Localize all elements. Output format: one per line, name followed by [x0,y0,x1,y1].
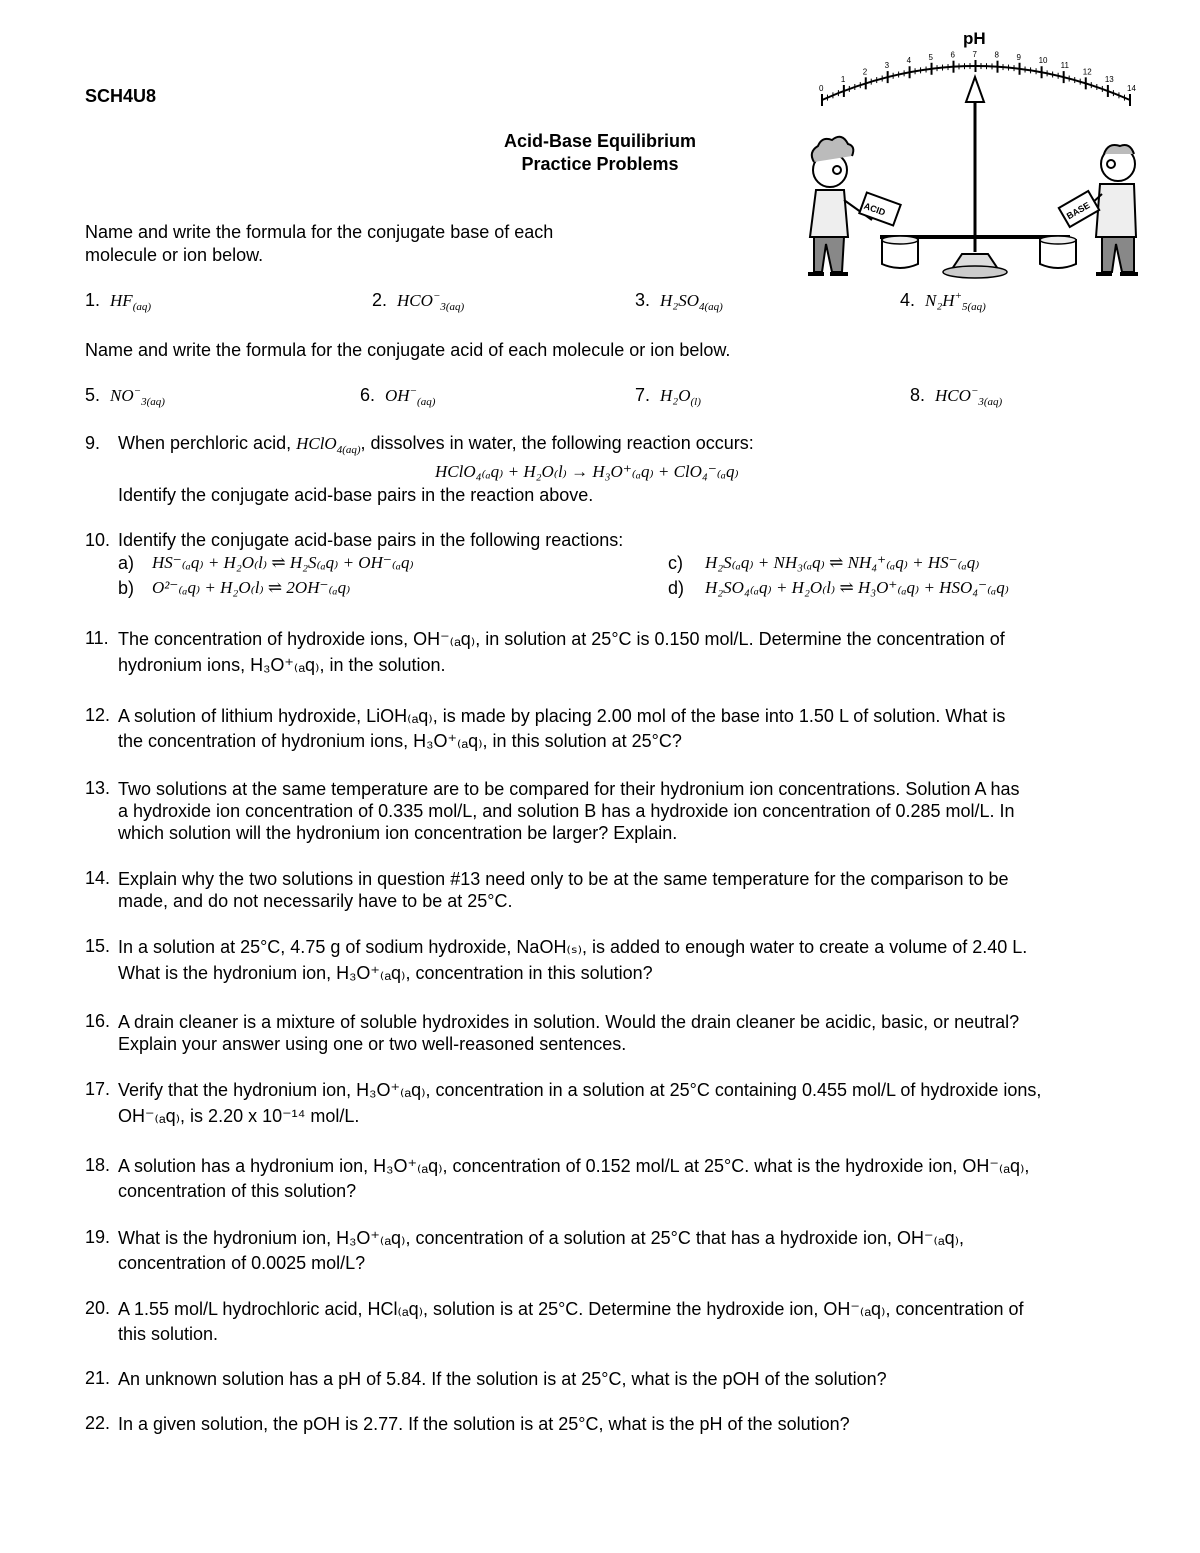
question-4: 4. $N_2H^+_{5(aq)}$ [900,290,986,313]
instruction-conjugate-base: Name and write the formula for the conjugate base of each [85,222,554,242]
ph-scale-label: 9 [1016,52,1021,62]
ph-scale-label: 4 [906,56,912,66]
ph-scale-label: 7 [972,50,977,59]
question-10-number: 10. [85,530,111,550]
question-9-equation: HClO₄₍ₐq₎ + H₂O₍l₎ → H₃O⁺₍ₐq₎ + ClO₄⁻₍ₐq₎ [435,462,739,481]
page-subtitle: Practice Problems [521,154,679,174]
acid-bottle-icon [859,193,900,226]
svg-text:BASE: BASE [1064,200,1092,222]
question-6: 6. $OH^-_{(aq)}$ [360,385,436,408]
question-9-followup: Identify the conjugate acid-base pairs in the reaction above. [118,485,594,505]
reaction-c-label: c) [668,553,683,573]
question-10-text: Identify the conjugate acid-base pairs in the following reactions: [118,530,624,550]
ph-scale-label: 13 [1104,74,1114,84]
question-9-number: 9. [85,433,101,453]
ph-scale-label: 5 [928,52,933,62]
page-title: Acid-Base Equilibrium [503,131,697,151]
reaction-b-label: b) [118,578,135,598]
reaction-b: O²⁻₍ₐq₎ + H₂O₍l₎ ⇌ 2OH⁻₍ₐq₎ [152,578,351,597]
ph-scale-label: 2 [862,67,868,77]
ph-label: pH [963,29,986,48]
ph-scale-label: 0 [819,84,824,93]
ph-scale-label: 11 [1060,61,1069,71]
instruction-conjugate-acid: Name and write the formula for the conjugate acid of each molecule or ion below. [85,340,731,360]
question-1: 1. $HF_{(aq)}$ [85,290,152,313]
reaction-a-label: a) [118,553,135,573]
ph-scale-label: 1 [840,74,846,84]
reaction-d-label: d) [668,578,685,598]
svg-text:ACID: ACID [862,200,887,218]
instruction-conjugate-base-cont: molecule or ion below. [85,245,264,265]
pointer-arrow-icon [966,77,984,102]
ph-scale-label: 8 [994,50,999,60]
question-5: 5. $NO^-_{3(aq)}$ [85,385,165,408]
reaction-d: H₂SO₄₍ₐq₎ + H₂O₍l₎ ⇌ H₃O⁺₍ₐq₎ + HSO₄⁻₍ₐq₎ [705,578,1009,597]
ph-scale-label: 6 [950,50,955,60]
question-9-text: When perchloric acid, HClO$_{4(aq)}$, dissolves in water, the following reaction occurs: [118,433,754,456]
ph-scale-label: 14 [1127,84,1136,93]
course-code: SCH4U8 [85,86,157,106]
question-8: 8. $HCO^-_{3(aq)}$ [910,385,1003,408]
ph-scale-label: 3 [884,61,890,71]
ph-balance-illustration [800,22,1145,292]
ph-scale-label: 10 [1038,56,1048,66]
ph-scale-label: 12 [1082,67,1092,77]
question-3: 3. $H_2SO_{4(aq)}$ [635,290,723,313]
base-bottle-icon [1059,191,1099,227]
question-7: 7. $H_2O_{(l)}$ [635,385,701,408]
question-2: 2. $HCO^-_{3(aq)}$ [372,290,465,313]
reaction-a: HS⁻₍ₐq₎ + H₂O₍l₎ ⇌ H₂S₍ₐq₎ + OH⁻₍ₐq₎ [152,553,414,572]
reaction-c: H₂S₍ₐq₎ + NH₃₍ₐq₎ ⇌ NH₄⁺₍ₐq₎ + HS⁻₍ₐq₎ [705,553,980,572]
